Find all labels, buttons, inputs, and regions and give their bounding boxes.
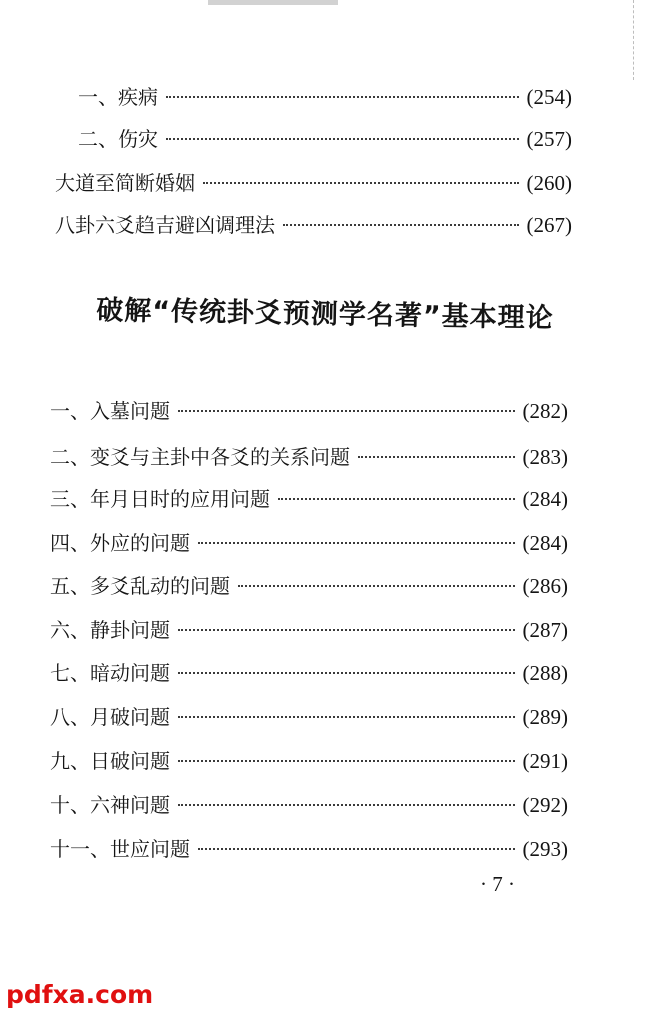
toc-entry[interactable]	[55, 210, 572, 240]
toc-entry-label: 五、多爻乱动的问题	[50, 574, 230, 598]
toc-entry-label: 大道至简断婚姻	[55, 171, 195, 195]
section-heading: 破解“传统卦爻预测学名著”基本理论	[95, 295, 554, 334]
toc-entry-label: 十一、世应问题	[50, 837, 190, 861]
dot-leader	[178, 716, 515, 718]
toc-entry-label: 一、疾病	[78, 85, 158, 109]
toc-entry[interactable]	[50, 571, 568, 601]
toc-entry-page: (254)	[526, 85, 572, 109]
toc-entry-page: (292)	[522, 793, 568, 817]
toc-entry[interactable]	[55, 168, 572, 198]
toc-entry-page: (293)	[522, 837, 568, 861]
toc-entry-label: 八卦六爻趋吉避凶调理法	[55, 213, 275, 237]
watermark-text: pdfxa.com	[6, 980, 154, 1009]
toc-entry[interactable]	[50, 746, 568, 776]
dot-leader	[178, 804, 515, 806]
toc-entry[interactable]	[78, 124, 572, 154]
toc-entry-page: (283)	[522, 445, 568, 469]
toc-entry-page: (257)	[526, 127, 572, 151]
toc-entry-label: 三、年月日时的应用问题	[50, 487, 270, 511]
scan-edge-mark	[633, 0, 637, 80]
toc-entry-page: (284)	[522, 531, 568, 555]
toc-entry-label: 二、变爻与主卦中各爻的关系问题	[50, 445, 350, 469]
scan-top-fragment	[208, 0, 338, 5]
toc-entry-label: 七、暗动问题	[50, 661, 170, 685]
toc-entry[interactable]	[50, 615, 568, 645]
toc-entry-label: 二、伤灾	[78, 127, 158, 151]
toc-entry[interactable]	[50, 658, 568, 688]
toc-entry-label: 一、入墓问题	[50, 399, 170, 423]
toc-entry[interactable]	[50, 790, 568, 820]
toc-entry[interactable]	[78, 82, 572, 112]
toc-entry[interactable]	[50, 484, 568, 514]
page-number: · 7 ·	[480, 872, 515, 896]
toc-entry[interactable]	[50, 442, 568, 472]
dot-leader	[198, 848, 515, 850]
toc-entry[interactable]	[50, 396, 568, 426]
dot-leader	[166, 138, 519, 140]
dot-leader	[203, 182, 519, 184]
toc-entry-page: (288)	[522, 661, 568, 685]
toc-entry[interactable]	[50, 702, 568, 732]
toc-entry-page: (289)	[522, 705, 568, 729]
dot-leader	[178, 410, 515, 412]
toc-entry-label: 四、外应的问题	[50, 531, 190, 555]
toc-entry-label: 六、静卦问题	[50, 618, 170, 642]
dot-leader	[178, 672, 515, 674]
toc-entry-page: (286)	[522, 574, 568, 598]
dot-leader	[178, 760, 515, 762]
dot-leader	[238, 585, 515, 587]
dot-leader	[283, 224, 519, 226]
toc-entry-label: 九、日破问题	[50, 749, 170, 773]
toc-entry-page: (291)	[522, 749, 568, 773]
dot-leader	[278, 498, 515, 500]
toc-entry-page: (282)	[522, 399, 568, 423]
toc-entry-page: (287)	[522, 618, 568, 642]
dot-leader	[178, 629, 515, 631]
dot-leader	[358, 456, 515, 458]
dot-leader	[198, 542, 515, 544]
toc-entry[interactable]	[50, 834, 568, 864]
toc-entry[interactable]	[50, 528, 568, 558]
toc-entry-page: (260)	[526, 171, 572, 195]
dot-leader	[166, 96, 519, 98]
toc-entry-page: (284)	[522, 487, 568, 511]
toc-entry-page: (267)	[526, 213, 572, 237]
toc-entry-label: 八、月破问题	[50, 705, 170, 729]
toc-entry-label: 十、六神问题	[50, 793, 170, 817]
